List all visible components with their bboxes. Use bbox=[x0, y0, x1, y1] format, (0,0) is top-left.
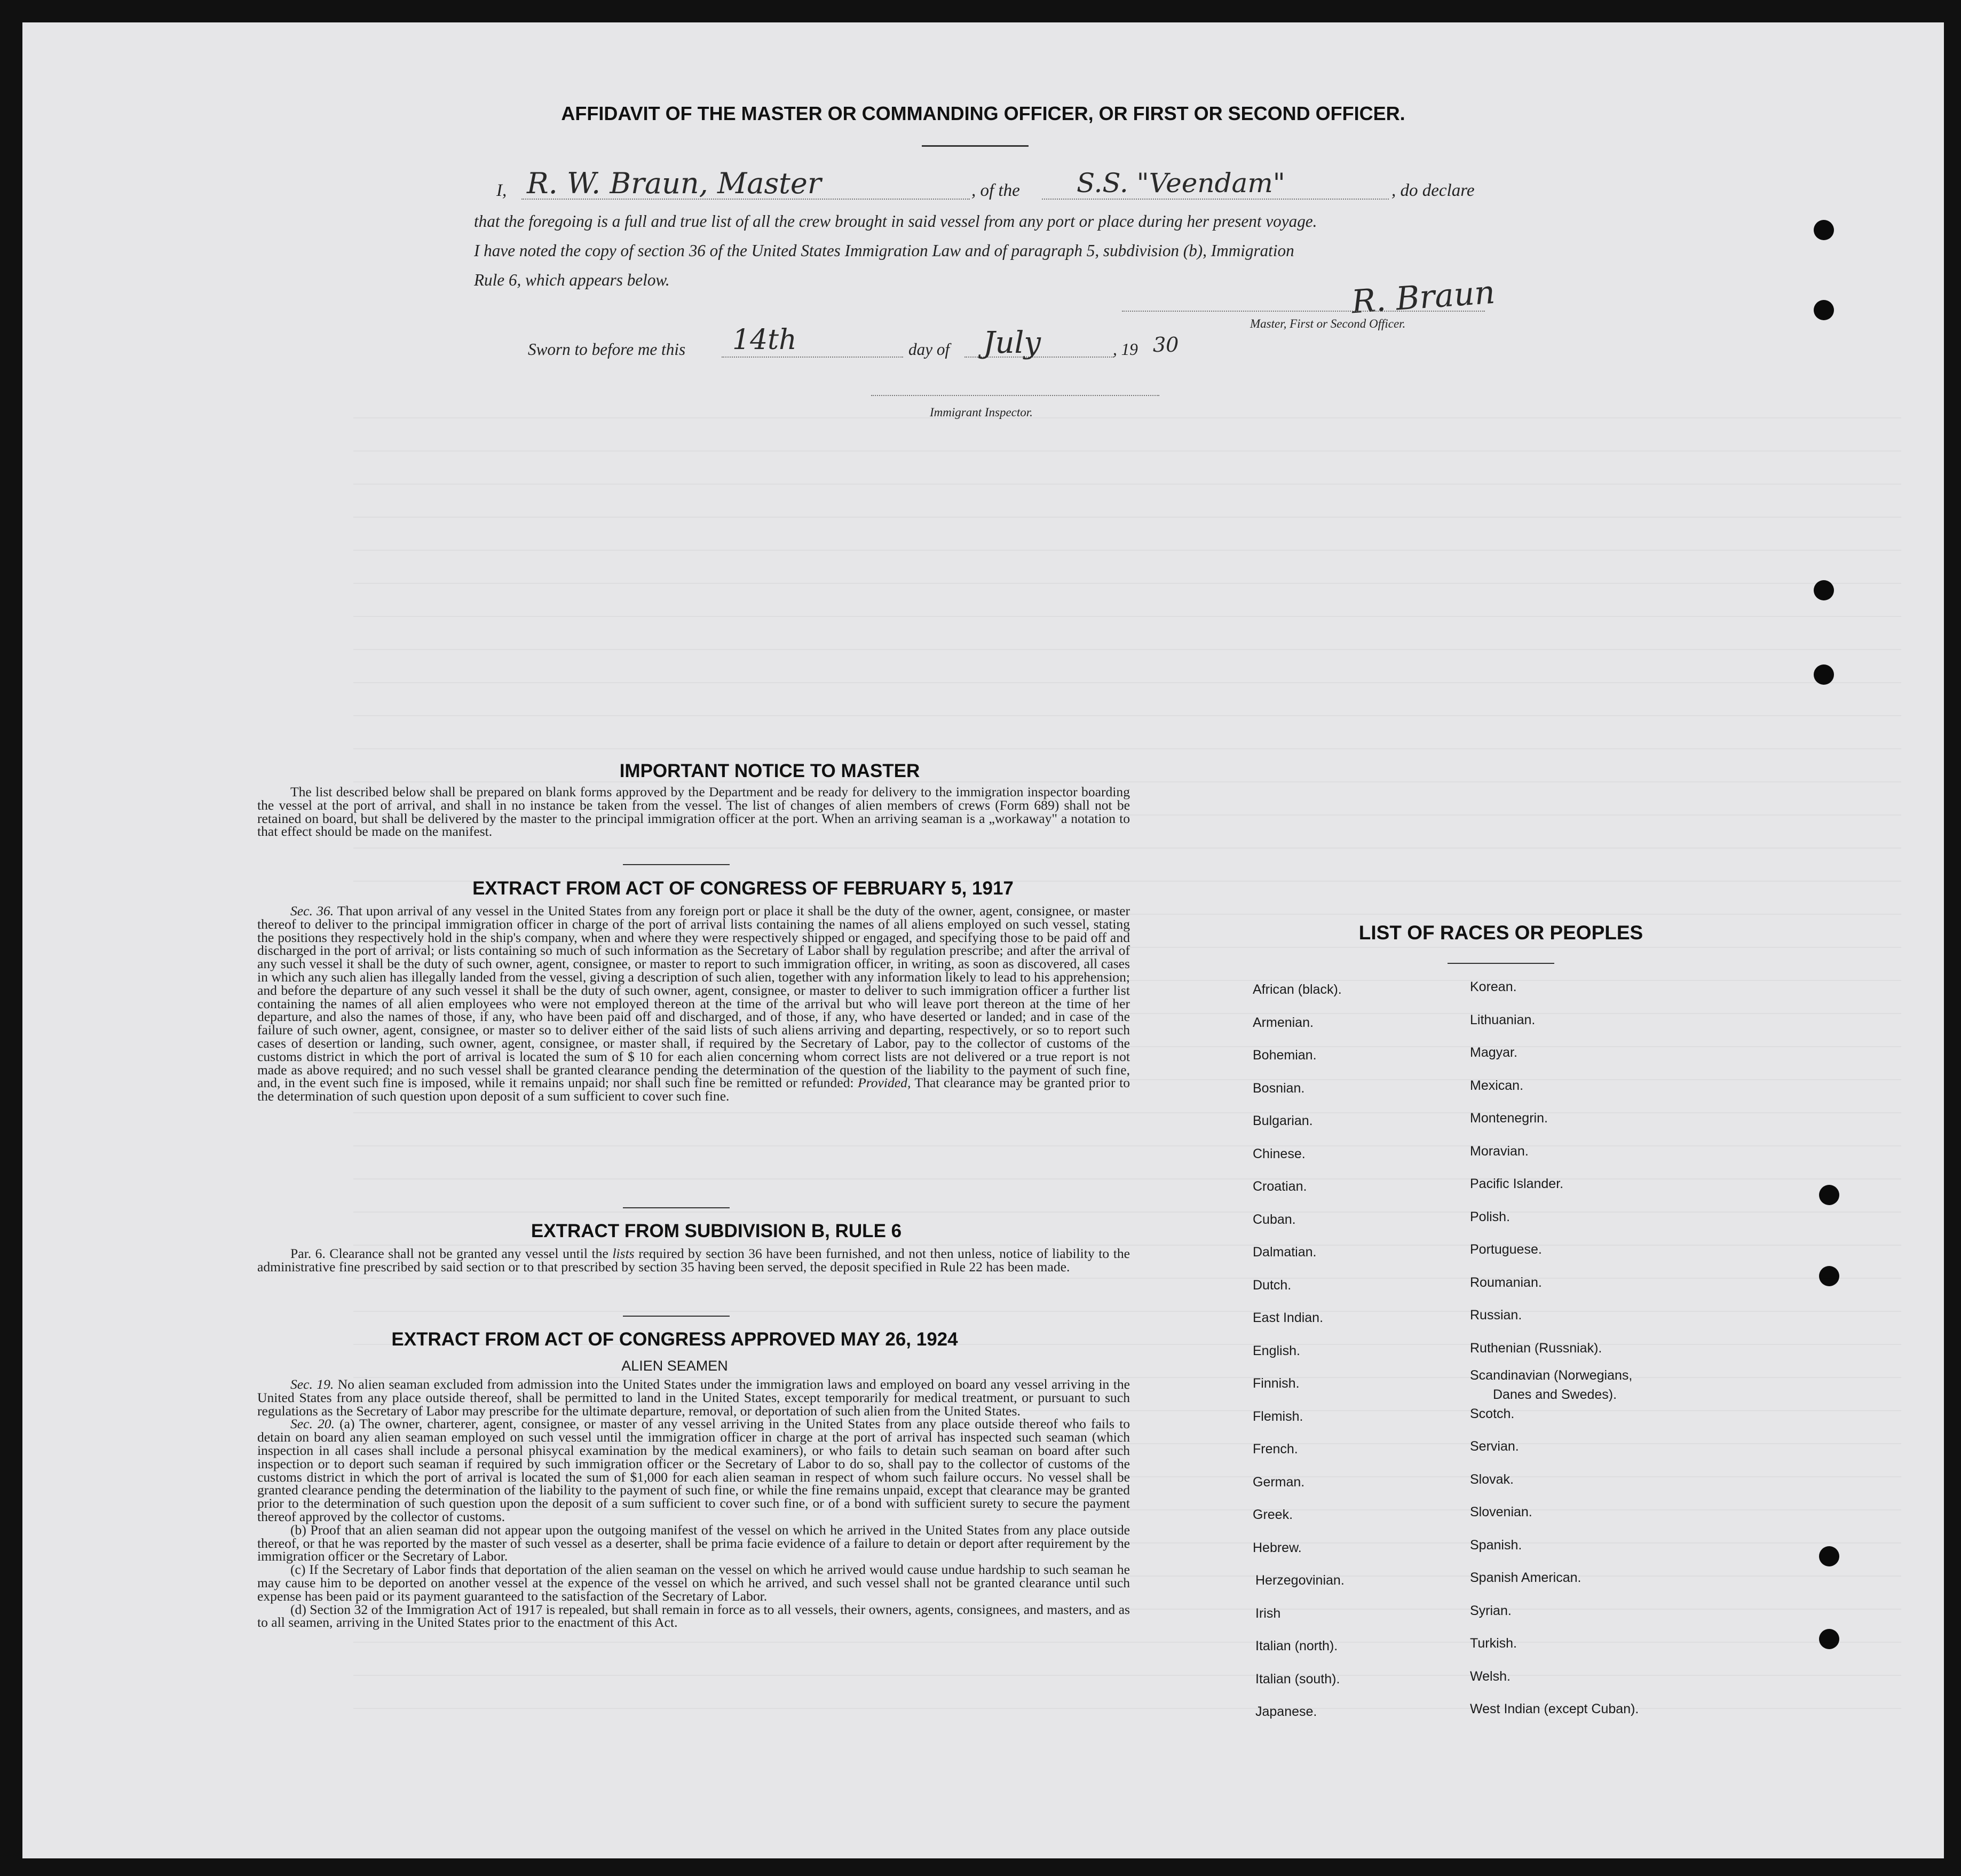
race-right-item: Syrian. bbox=[1470, 1603, 1512, 1618]
sec-19-label: Sec. 19. bbox=[290, 1376, 334, 1392]
sec-36-paragraph bbox=[257, 905, 1130, 1103]
race-left-item: Hebrew. bbox=[1253, 1540, 1302, 1555]
affidavit-line-1 bbox=[496, 181, 507, 201]
race-left-item: Dalmatian. bbox=[1253, 1245, 1317, 1260]
ghost-line bbox=[353, 1013, 1901, 1014]
signature-line bbox=[1122, 311, 1485, 312]
race-right-item: Ruthenian (Russniak). bbox=[1470, 1340, 1602, 1356]
race-left-item: East Indian. bbox=[1253, 1310, 1324, 1325]
sec-20a-text: (a) The owner, charterer, agent, consignee, or master of any vessel arriving in the United States from any place outside thereof who fails to detain on board any alien seaman employed on such vessel until the immigration officer in charge at the port of arrival has inspected such seaman (which inspection in all cases shall include a personal phisycal examination by the medical examiners), or who fails to detain such seaman on board after such inspection or to deport such seaman if required by such immigration officer or the Secretary of Labor to do so, shall pay to the collector of customs of the customs district in which the port of arrival is located the sum of $1,000 for each alien seaman in respect of whom such failure occurs. No vessel shall be granted clearance pending the determination of the liability to the payment of such fine, or while the fine remains unpaid, except that clearance may be granted prior to the determination of such question upon the deposit of a sum sufficient to cover such fine, or of a bond with sufficient surety to secure the payment thereof approved by the collector of customs. bbox=[257, 1416, 1130, 1524]
ghost-line bbox=[353, 417, 1901, 418]
ghost-line bbox=[353, 1642, 1901, 1643]
race-right-item: Slovak. bbox=[1470, 1471, 1514, 1487]
vessel-name-field bbox=[1042, 199, 1389, 200]
notice-title: IMPORTANT NOTICE TO MASTER bbox=[619, 761, 920, 781]
race-left-item: Armenian. bbox=[1253, 1015, 1314, 1030]
ghost-line bbox=[353, 1675, 1901, 1676]
subdivision-title: EXTRACT FROM SUBDIVISION B, RULE 6 bbox=[531, 1221, 902, 1241]
race-right-scandinavian-cont: Danes and Swedes). bbox=[1493, 1387, 1617, 1402]
race-left-item: Italian (north). bbox=[1255, 1638, 1338, 1653]
race-left-item: Bosnian. bbox=[1253, 1080, 1305, 1096]
ghost-line bbox=[353, 1609, 1901, 1610]
master-name: R. W. Braun, Master bbox=[527, 167, 821, 200]
race-left-item: Greek. bbox=[1253, 1507, 1293, 1522]
par-6-text-a: Par. 6. Clearance shall not be granted any vessel until the bbox=[290, 1246, 608, 1261]
race-left-item: Croatian. bbox=[1253, 1179, 1307, 1194]
race-right-item: Moravian. bbox=[1470, 1143, 1529, 1159]
race-right-item: Roumanian. bbox=[1470, 1275, 1542, 1290]
ghost-line bbox=[353, 1443, 1901, 1444]
i-label: I, bbox=[496, 181, 507, 200]
affidavit-line-2: that the foregoing is a full and true list of all the crew brought in said vessel from any port or place during her present voyage. bbox=[474, 212, 1317, 231]
signature-caption: Master, First or Second Officer. bbox=[1250, 317, 1406, 330]
sec-36-text: That upon arrival of any vessel in the United States from any foreign port or place it shall be the duty of the owner, agent, consignee, or master thereof to deliver to the principal immigration officer in charge of the port of arrival lists containing the names of all aliens employed on such vessel, stating the positions they respectively hold in the ship's company, when and where they were respectively shipped or engaged, and specifying those to be paid off and discharged in the port of arrival; or lists containing so much of such information as the Secretary of Labor shall by regulation prescribe; and after the arrival of any such vessel it shall be the duty of such owner, agent, consignee, or master to report to such immigration officer, in writing, as soon as discovered, all cases in which any such alien has illegally landed from the vessel, giving a description of such alien, together with any information likely to lead to his apprehension; and before the departure of any such vessel it shall be the duty of such owner, agent, consignee, or master to deliver to such immigration officer a further list containing the names of all alien employees who were not employed thereon at the time of the arrival but who will leave port thereon at the time of her departure, and also the names of those, if any, who have been paid off and discharged, and of those, if any, who have deserted or landed; and in case of the failure of such owner, agent, consignee, or master so to deliver either of the said lists of such aliens arriving and departing, respectively, or so to report such cases of desertion or landing, such owner, agent, consignee, or master shall, if required by the Secretary of Labor, pay to the collector of customs of the customs district in which the port of arrival is located the sum of $ 10 for each alien concerning whom correct lists are not delivered or a true report is not made as above required; and no such vessel shall be granted clearance pending the determination of the question of the liability to the payment of such fine, and, in the event such fine is imposed, while it remains unpaid; nor shall such fine be remitted or refunded: bbox=[257, 903, 1130, 1091]
ghost-line bbox=[353, 980, 1901, 981]
ghost-line bbox=[353, 848, 1901, 849]
par-6-text-b: required by section 36 have been furnished, and not then unless, notice of liability to the administrative fine prescribed by said section or to that prescribed by section 35 having been served, the deposit specified in Rule 22 has been made. bbox=[257, 1246, 1130, 1275]
sec-20a-paragraph bbox=[257, 1418, 1130, 1523]
notice-body bbox=[257, 786, 1130, 838]
inspector-signature-line bbox=[871, 395, 1159, 396]
vessel-name: S.S. "Veendam" bbox=[1077, 168, 1285, 199]
affidavit-line-4: Rule 6, which appears below. bbox=[474, 271, 670, 289]
sec-19-text: No alien seaman excluded from admission into the United States under the immigration laws and employed on board any vessel arriving in the United States from any place outside thereof, shall be permitted to land in the United States, except temporarily for medical treatment, or pursuant to such regulations as the Secretary of Labor may prescribe for the ultimate departure, removal, or deportation of such alien from the United States. bbox=[257, 1376, 1130, 1419]
races-rule bbox=[1448, 963, 1554, 964]
race-left-item: Irish bbox=[1255, 1605, 1281, 1621]
sworn-prefix: Sworn to before me this bbox=[528, 340, 686, 359]
extract-1917-title: EXTRACT FROM ACT OF CONGRESS OF FEBRUARY 5, 1917 bbox=[472, 878, 1014, 899]
notice-rule bbox=[623, 864, 730, 865]
ghost-line bbox=[353, 814, 1901, 816]
extract-1917-body bbox=[257, 905, 1130, 1103]
race-left-item: Flemish. bbox=[1253, 1408, 1303, 1424]
race-left-item: English. bbox=[1253, 1343, 1300, 1358]
race-right-item: Lithuanian. bbox=[1470, 1012, 1536, 1027]
ghost-line bbox=[353, 550, 1901, 551]
race-right-item: Welsh. bbox=[1470, 1668, 1511, 1684]
ghost-line bbox=[353, 450, 1901, 452]
sec-20-label: Sec. 20. bbox=[290, 1416, 335, 1432]
ghost-line bbox=[353, 1576, 1901, 1577]
race-left-item: Chinese. bbox=[1253, 1146, 1306, 1161]
race-right-item: Spanish American. bbox=[1470, 1570, 1582, 1585]
sworn-day: 14th bbox=[732, 324, 797, 356]
race-left-item: African (black). bbox=[1253, 982, 1342, 997]
punch-hole bbox=[1819, 1546, 1839, 1566]
race-left-item: Herzegovinian. bbox=[1255, 1573, 1345, 1588]
race-left-item: Cuban. bbox=[1253, 1212, 1296, 1227]
ghost-line bbox=[353, 1410, 1901, 1411]
sec-20c-paragraph: (c) If the Secretary of Labor finds that deportation of the alien seaman on the vessel on which he arrived would cause undue hardship to such seaman he may cause him to be deported on another vessel at the expence of the vessel on which he arrived, and such vessel shall not be granted clearance until such expense has been paid or its payment guaranteed to the satisfaction of the Secretary of Labor. bbox=[257, 1562, 1130, 1604]
punch-hole bbox=[1819, 1266, 1839, 1286]
race-left-item: Finnish. bbox=[1253, 1376, 1300, 1391]
sec-19-paragraph bbox=[257, 1378, 1130, 1418]
race-right-item: Russian. bbox=[1470, 1308, 1522, 1323]
race-left-item: Dutch. bbox=[1253, 1277, 1292, 1293]
year-prefix: , 19 bbox=[1113, 340, 1138, 359]
race-right-item: Slovenian. bbox=[1470, 1505, 1532, 1519]
affidavit-line-3: I have noted the copy of section 36 of the United States Immigration Law and of paragraph 5, subdivision (b), Immigration bbox=[474, 241, 1294, 260]
sec-20b-paragraph: (b) Proof that an alien seaman did not appear upon the outgoing manifest of the vessel on which he arrived in the United States from any place outside thereof, or that he was reported by the master of such vessel as a deserter, shall be prima facie evidence of a failure to detain or deport after requirement by the immigration officer or the Secretary of Labor. bbox=[257, 1522, 1130, 1564]
punch-hole bbox=[1819, 1629, 1839, 1649]
sworn-month: July bbox=[983, 326, 1041, 360]
extract-1924-body bbox=[257, 1378, 1130, 1629]
ghost-line bbox=[353, 1311, 1901, 1312]
of-the-label: , of the bbox=[971, 181, 1020, 200]
ghost-line bbox=[353, 914, 1901, 915]
race-right-item: Montenegrin. bbox=[1470, 1111, 1548, 1126]
sworn-day-field bbox=[722, 357, 903, 358]
race-right-item: Scandinavian (Norwegians, bbox=[1470, 1368, 1633, 1383]
sec-20d-paragraph: (d) Section 32 of the Immigration Act of 1917 is repealed, but shall remain in force as to all vessels, their owners, agents, consignees, and masters, and as to all seamen, arriving in the United States prior to the enactment of this Act. bbox=[257, 1601, 1130, 1630]
race-right-item: Magyar. bbox=[1470, 1045, 1517, 1060]
race-right-item: Portuguese. bbox=[1470, 1242, 1542, 1257]
ghost-line bbox=[353, 1046, 1901, 1047]
ghost-line bbox=[353, 1212, 1901, 1213]
ghost-line bbox=[353, 1145, 1901, 1146]
race-left-item: Japanese. bbox=[1255, 1704, 1317, 1719]
ghost-line bbox=[353, 616, 1901, 617]
race-left-item: French. bbox=[1253, 1442, 1298, 1457]
notice-paragraph: The list described below shall be prepared on blank forms approved by the Department and be ready for delivery to the immigration inspector boarding the vessel at the port of arrival, and shall in no instance be taken from the vessel. The list of changes of alien members of crews (Form 689) shall not be retained on board, but shall be delivered by the master to the principal immigration officer at the port. When an arriving seaman is a „workaway" a notation to that effect should be made on the manifest. bbox=[257, 784, 1130, 840]
race-right-item: Spanish. bbox=[1470, 1537, 1522, 1553]
race-right-item: Turkish. bbox=[1470, 1636, 1517, 1651]
extract-1917-rule bbox=[623, 1207, 730, 1208]
ghost-line bbox=[353, 583, 1901, 584]
ghost-line bbox=[353, 1344, 1901, 1345]
ghost-line bbox=[353, 1509, 1901, 1510]
do-declare-label: , do declare bbox=[1391, 181, 1475, 200]
punch-hole bbox=[1814, 220, 1834, 240]
alien-seamen-subtitle: ALIEN SEAMEN bbox=[621, 1358, 728, 1374]
races-title: LIST OF RACES OR PEOPLES bbox=[1358, 922, 1643, 944]
race-right-item: Scotch. bbox=[1470, 1406, 1515, 1421]
ghost-line bbox=[353, 517, 1901, 518]
ghost-line bbox=[353, 1079, 1901, 1080]
race-right-item: Pacific Islander. bbox=[1470, 1176, 1564, 1191]
provided-label: Provided, bbox=[858, 1075, 911, 1091]
race-right-item: West Indian (except Cuban). bbox=[1470, 1701, 1639, 1716]
manifest-page bbox=[22, 22, 1944, 1858]
inspector-caption: Immigrant Inspector. bbox=[930, 406, 1033, 419]
race-right-item: Mexican. bbox=[1470, 1078, 1524, 1093]
ghost-line bbox=[353, 748, 1901, 749]
race-right-item: Korean. bbox=[1470, 979, 1517, 994]
ghost-line bbox=[353, 682, 1901, 683]
race-right-item: Servian. bbox=[1470, 1439, 1519, 1454]
ghost-line bbox=[353, 881, 1901, 882]
race-left-item: German. bbox=[1253, 1474, 1305, 1490]
ghost-line bbox=[353, 1476, 1901, 1477]
ghost-line bbox=[353, 715, 1901, 716]
ghost-line bbox=[353, 1178, 1901, 1180]
race-left-item: Bulgarian. bbox=[1253, 1113, 1313, 1128]
ghost-line bbox=[353, 1377, 1901, 1378]
par-6-paragraph bbox=[257, 1247, 1130, 1274]
ghost-line bbox=[353, 1542, 1901, 1543]
ghost-line bbox=[353, 484, 1901, 485]
punch-hole bbox=[1814, 300, 1834, 320]
affidavit-title: AFFIDAVIT OF THE MASTER OR COMMANDING OFFICER, OR FIRST OR SECOND OFFICER. bbox=[561, 102, 1405, 124]
sec-36-text-end: That clearance may be granted prior to the determination of such question upon deposit of a sum sufficient to cover such fine. bbox=[257, 1075, 1130, 1104]
day-of-label: day of bbox=[908, 340, 950, 359]
punch-hole bbox=[1819, 1185, 1839, 1205]
lists-word: lists bbox=[612, 1246, 635, 1261]
ghost-line bbox=[353, 649, 1901, 650]
ghost-line bbox=[353, 1112, 1901, 1113]
sworn-year: 30 bbox=[1153, 333, 1179, 357]
ghost-line bbox=[353, 1708, 1901, 1709]
ghost-line bbox=[353, 1278, 1901, 1279]
ghost-line bbox=[353, 947, 1901, 948]
extract-1924-title: EXTRACT FROM ACT OF CONGRESS APPROVED MAY 26, 1924 bbox=[391, 1329, 958, 1350]
ghost-line bbox=[353, 1245, 1901, 1246]
subdivision-body bbox=[257, 1247, 1130, 1274]
race-left-item: Bohemian. bbox=[1253, 1048, 1317, 1063]
race-left-item: Italian (south). bbox=[1255, 1671, 1340, 1687]
ghost-line bbox=[353, 781, 1901, 782]
sec-36-label: Sec. 36. bbox=[290, 903, 334, 919]
subdivision-rule bbox=[623, 1316, 730, 1317]
affidavit-rule bbox=[922, 145, 1029, 147]
race-right-item: Polish. bbox=[1470, 1209, 1511, 1224]
master-signature: R. Braun bbox=[1350, 273, 1497, 321]
